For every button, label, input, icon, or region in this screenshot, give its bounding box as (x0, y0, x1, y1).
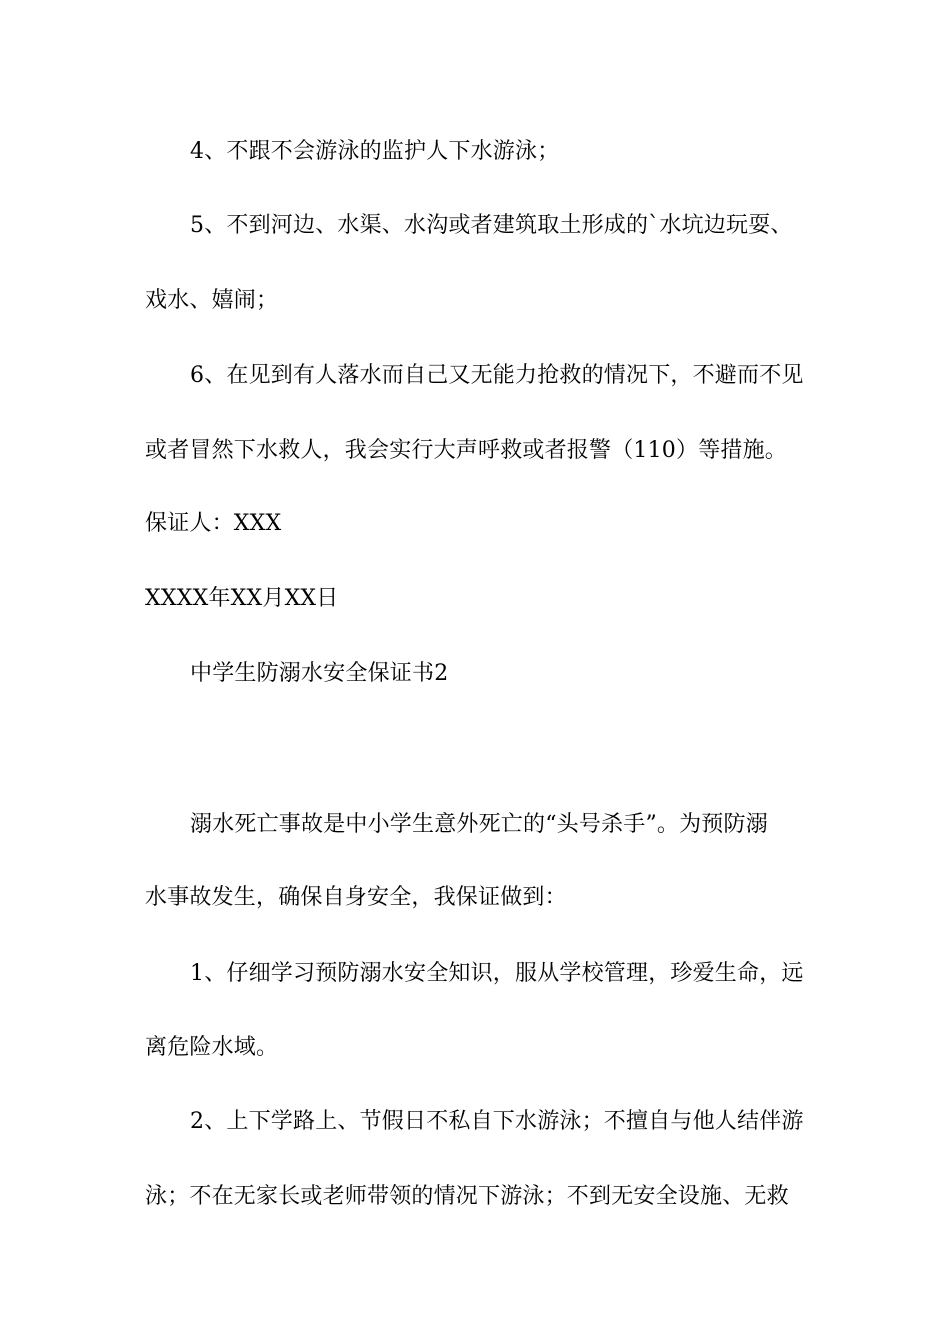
paragraph-line: 戏水、嬉闹； (145, 288, 279, 313)
paragraph-line: 泳；不在无家长或老师带领的情况下游泳；不到无安全设施、无救 (145, 1184, 789, 1209)
paragraph-line: 或者冒然下水救人，我会实行大声呼救或者报警（110）等措施。 (145, 438, 787, 463)
date-line: XXXX年XX月XX日 (145, 586, 339, 611)
paragraph-line: 5、不到河边、水渠、水沟或者建筑取土形成的`水坑边玩耍、 (190, 213, 793, 238)
paragraph-line: 2、上下学路上、节假日不私自下水游泳；不擅自与他人结伴游 (190, 1109, 804, 1134)
paragraph-line: 1、仔细学习预防溺水安全知识，服从学校管理，珍爱生命，远 (190, 961, 804, 986)
paragraph-line: 6、在见到有人落水而自己又无能力抢救的情况下，不避而不见 (190, 363, 804, 388)
section-title: 中学生防溺水安全保证书2 (190, 661, 449, 686)
paragraph-line: 水事故发生，确保自身安全，我保证做到： (145, 885, 567, 910)
paragraph-line: 4、不跟不会游泳的监护人下水游泳； (190, 139, 560, 164)
paragraph-line: 离危险水域。 (145, 1035, 279, 1060)
signature-line: 保证人：XXX (145, 511, 282, 536)
paragraph-line: 溺水死亡事故是中小学生意外死亡的“头号杀手”。为预防溺 (190, 812, 768, 837)
